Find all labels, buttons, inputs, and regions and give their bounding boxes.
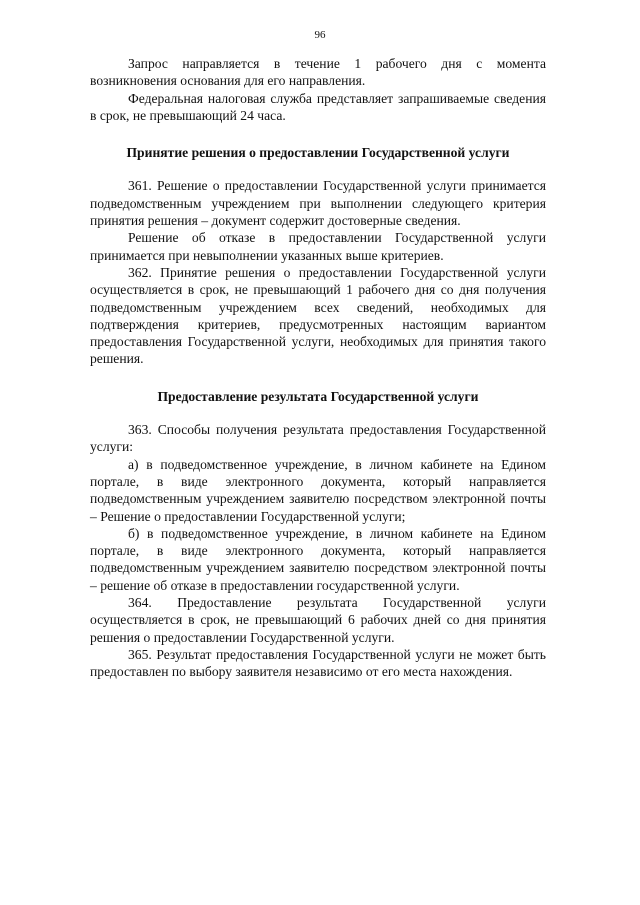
paragraph: 361. Решение о предоставлении Государственной услуги принимается подведомственным учреждением при выполнении следующего критерия принятия решения – документ содержит достоверные сведения. [90, 178, 546, 229]
list-item: а) в подведомственное учреждение, в личном кабинете на Едином портале, в виде электронного документа, который направляется подведомственным учреждением заявителю посредством электронной почты – Решение о предоставлении Государственной услуги; [90, 456, 546, 524]
document-body [90, 55, 546, 681]
section-heading: Предоставление результата Государственной услуги [157, 388, 479, 404]
list-item: б) в подведомственное учреждение, в личном кабинете на Едином портале, в виде электронного документа, который направляется подведомственным учреждением заявителю посредством электронной почты – решение об отказе в предоставлении государственной услуги. [90, 525, 546, 593]
paragraph: Запрос направляется в течение 1 рабочего дня с момента возникновения основания для его направления. [90, 56, 546, 89]
paragraph: 365. Результат предоставления Государственной услуги не может быть предоставлен по выбору заявителя независимо от его места нахождения. [90, 646, 546, 680]
section-heading: Принятие решения о предоставлении Государственной услуги [126, 145, 510, 161]
paragraph: 364. Предоставление результата Государственной услуги осуществляется в срок, не превышающий 6 рабочих дней со дня принятия решения о предоставлении Государственной услуги. [90, 595, 546, 645]
paragraph: 362. Принятие решения о предоставлении Государственной услуги осуществляется в срок, не превышающий 1 рабочего дня со дня получения подведомственным учреждением всех сведений, необходимых для подтверждения критериев, предусмотренных настоящим вариантом предоставления Государственной услуги, необходимых для принятия такого решения. [90, 264, 546, 367]
paragraph: 363. Способы получения результата предоставления Государственной услуги: [90, 422, 546, 455]
paragraph: Решение об отказе в предоставлении Государственной услуги принимается при невыполнении указанных выше критериев. [90, 230, 546, 263]
page-number: 96 [314, 29, 326, 41]
paragraph: Федеральная налоговая служба представляет запрашиваемые сведения в срок, не превышающий 24 часа. [90, 90, 546, 123]
